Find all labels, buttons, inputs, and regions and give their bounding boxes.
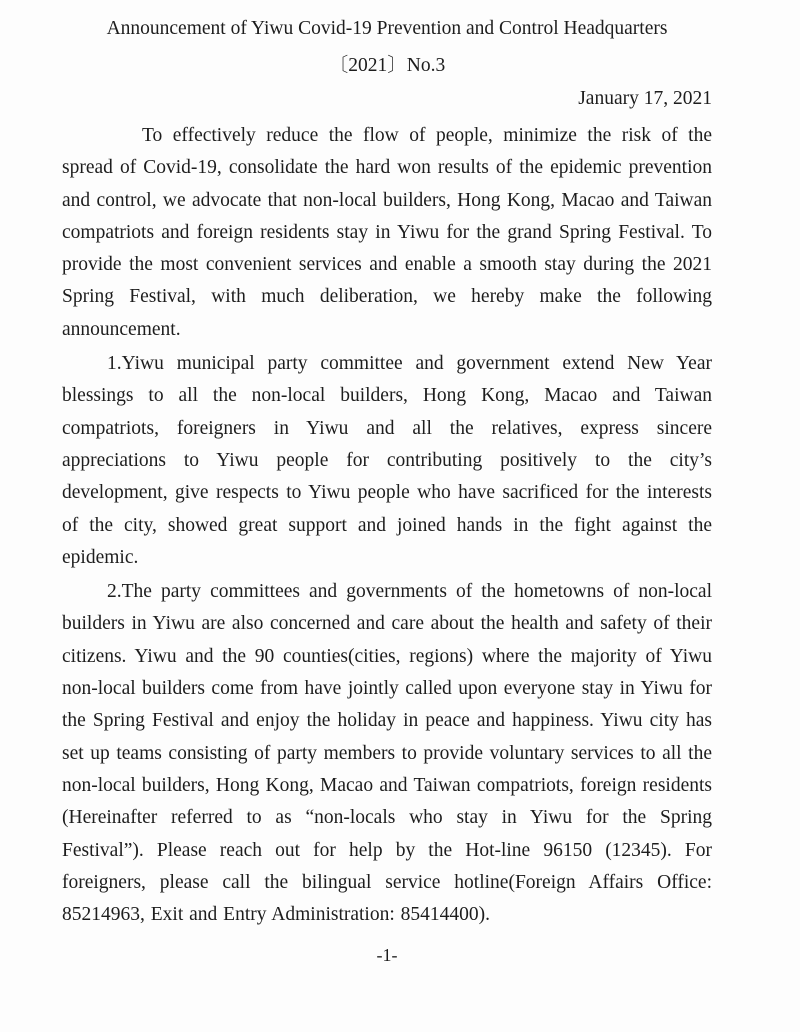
page-number: -1- <box>376 945 398 966</box>
paragraph-intro: To effectively reduce the flow of people, minimize the risk of the spread of Covid-19, consolidate the hard won results of the epidemic prevention and control, we advocate that non-local builders, Hong Kong, Macao and Taiwan compatriots and foreign residents stay in Yiwu for the grand Spring Festival. To provide the most convenient services and enable a smooth stay during the 2021 Spring Festival, with much deliberation, we hereby make the following announcement. <box>62 125 712 340</box>
paragraph-item-1: 1.Yiwu municipal party committee and government extend New Year blessings to all the non-local builders, Hong Kong, Macao and Taiwan compatriots, foreigners in Yiwu and all the relatives, express sincere appreciations to Yiwu people for contributing positively to the city’s development, give respects to Yiwu people who have sacrificed for the interests of the city, showed great support and joined hands in the fight against the epidemic. <box>62 353 712 568</box>
doc-date: January 17, 2021 <box>578 88 712 109</box>
paragraph-item-2: 2.The party committees and governments of the hometowns of non-local builders in Yiwu are also concerned and care about the health and safety of their citizens. Yiwu and the 90 counties(cities, regions) where the majority of Yiwu non-local builders come from have jointly called upon everyone stay in Yiwu for the Spring Festival and enjoy the holiday in peace and happiness. Yiwu city has set up teams consisting of party members to provide voluntary services to all the non-local builders, Hong Kong, Macao and Taiwan compatriots, foreign residents (Hereinafter referred to as “non-locals who stay in Yiwu for the Spring Festival”). Please reach out for help by the Hot-line 96150 (12345). For foreigners, please call the bilingual service hotline(Foreign Affairs Office: 85214963, Exit and Entry Administration: 85414400). <box>62 581 712 926</box>
doc-title: Announcement of Yiwu Covid-19 Prevention and Control Headquarters <box>106 18 668 39</box>
doc-number: 〔2021〕No.3 <box>328 55 446 76</box>
